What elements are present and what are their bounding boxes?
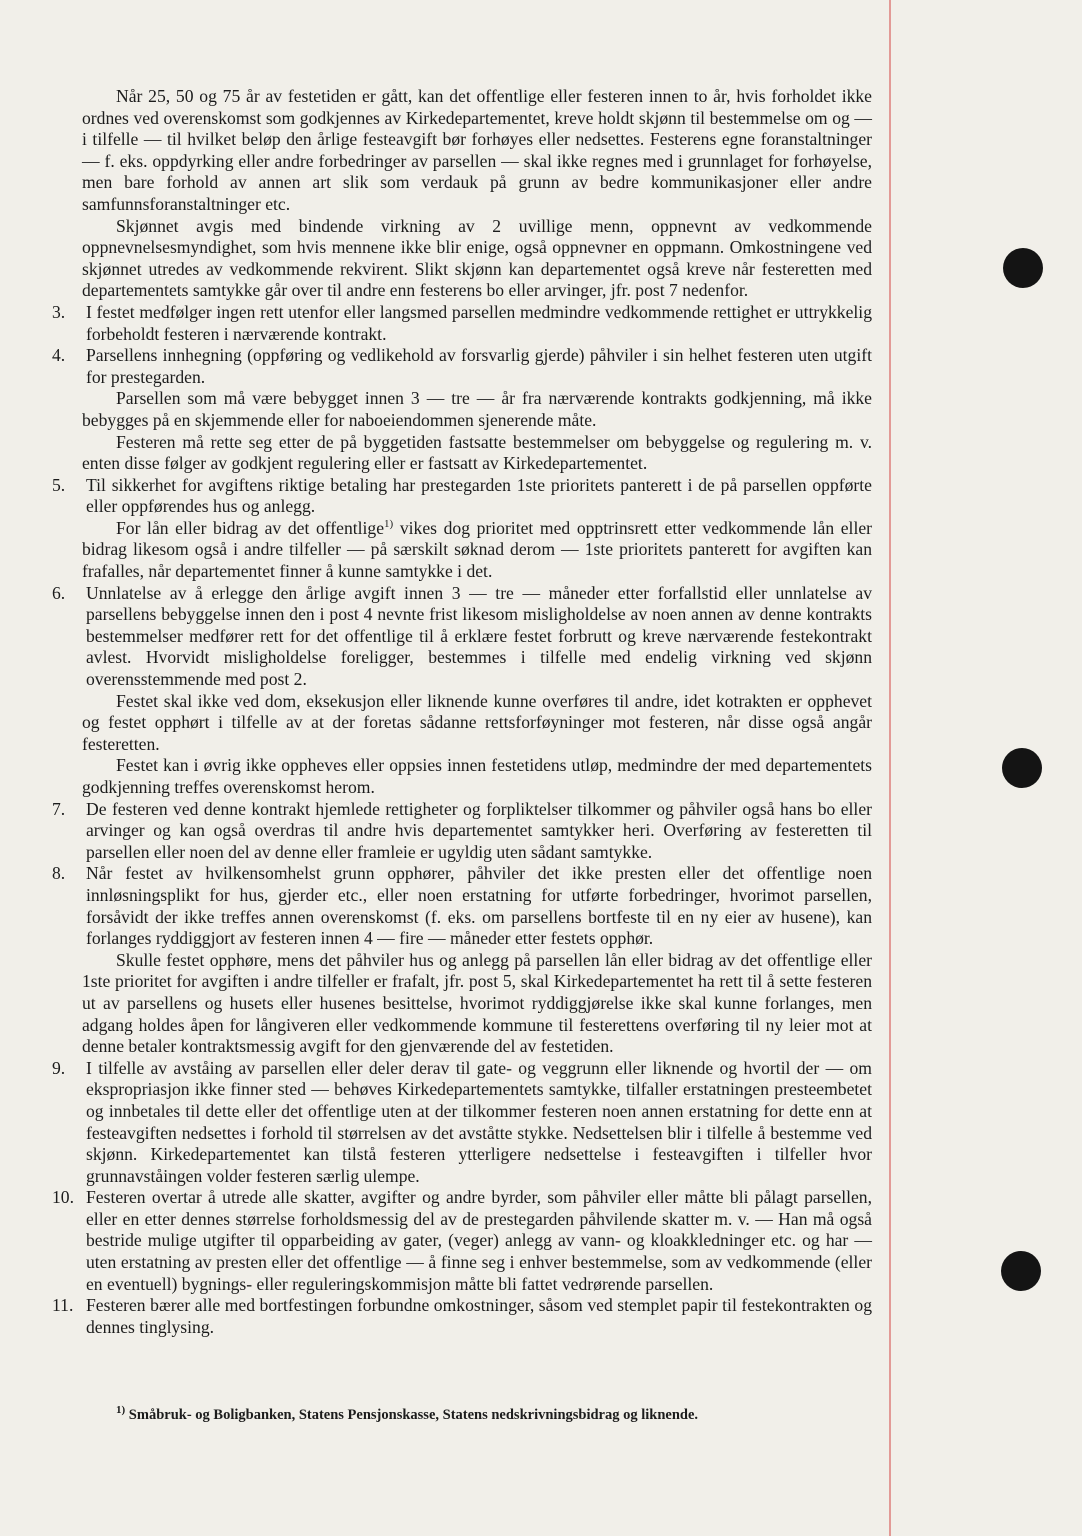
clause-number: 9. [52, 1057, 66, 1078]
binder-hole [1002, 748, 1042, 788]
paragraph-text: For lån eller bidrag av det offentlige [116, 517, 385, 538]
paragraph-text: Festeren må rette seg etter de på byggetiden fastsatte bestemmelser om bebyggelse og regulering m. v. enten disse følger av godkjent regulering eller er fastsatt av Kirkedepartementet. [82, 431, 872, 474]
margin-line [889, 0, 891, 1536]
clause-number: 10. [52, 1187, 74, 1208]
paragraph-text: Skulle festet opphøre, mens det påhviler hus og anlegg på parsellen lån eller bidrag av det offentlige eller 1ste prioritet for avgiften i andre tilfeller er frafalt, jfr. post 5, skal Kirkedepartementet ha rett til å sette festeren ut av parsellens og husets eller husenes besittelse, hvorimot ryddiggjørelse ikke skal kunne forlanges, men adgang holdes åpen for långiveren eller vedkommende kommune til festerettens overføring til ny leier mot at denne betaler kontraktsmessig avgift for den gjenværende del av festetiden. [82, 949, 872, 1057]
footnote [116, 1405, 836, 1425]
paragraph [82, 432, 872, 475]
binder-hole [1003, 248, 1043, 288]
paragraph [82, 518, 872, 583]
paragraph-text: Til sikkerhet for avgiftens riktige betaling har prestegarden 1ste prioritets panterett i de på parsellen oppførte eller oppførendes hus og anlegg. [86, 474, 872, 517]
paragraph-text: Skjønnet avgis med bindende virkning av 2 uvillige menn, oppnevnt av vedkommende oppnevnelsesmyndighet, som hvis mennene ikke blir enige, også oppnevner en oppmann. Omkostningene ved skjønnet utredes av vedkommende rekvirent. Slikt skjønn kan departementet også kreve når festeretten med departementets samtykke går over til andre enn festerens bo eller arvinger, jfr. post 7 nedenfor. [82, 215, 872, 301]
clause-number: 4. [52, 345, 66, 366]
binder-hole [1001, 1251, 1041, 1291]
paragraph-text: Parsellen som må være bebygget innen 3 — tre — år fra nærværende kontrakts godkjenning, må ikke bebygges på en skjemmende eller for naboeiendommen sjenerende måte. [82, 388, 872, 430]
numbered-clause [52, 1187, 872, 1295]
paragraph-text: I tilfelle av avståing av parsellen eller deler derav til gate- og veggrunn eller liknende og hvortil der — om ekspropriasjon ikke finner sted — behøves Kirkedepartementets samtykke, tilfaller erstatningen presteembetet og innbetales til dette eller det offentlige uten at der tilkommer festeren noen annen erstatning for dette enn at festeavgiften nedsettes i forhold til størrelsen av det avståtte stykke. Nedsettelsen blir i tilfelle å bestemme ved skjønn. Kirkedepartementet kan tilstå festeren ytterligere nedsettelse i festeavgiften i tilfeller hvor grunnavståingen volder festeren særlig ulempe. [86, 1057, 872, 1186]
paragraph-text: Festeren bærer alle med bortfestingen forbundne omkostninger, såsom ved stemplet papir til festekontrakten og dennes tinglysing. [86, 1295, 872, 1337]
paragraph [82, 691, 872, 756]
paragraph-text: Festet kan i øvrig ikke oppheves eller oppsies innen festetidens utløp, medmindre der med departementets godkjenning treffes overenskomst herom. [82, 755, 872, 797]
clause-number: 8. [52, 863, 66, 884]
numbered-clause [52, 345, 872, 388]
paragraph-text: Parsellens innhegning (oppføring og vedlikehold av forsvarlig gjerde) påhviler i sin helhet festeren uten utgift for prestegarden. [86, 345, 872, 387]
paragraph [82, 755, 872, 798]
clause-number: 6. [52, 582, 66, 603]
paragraph-text: Unnlatelse av å erlegge den årlige avgift innen 3 — tre — måneder etter forfallstid eller unnlatelse av parsellens bebyggelse innen den i post 4 nevnte frist likesom misligholdelse av noen annen av denne kontrakts bestemmelser medfører rett for det offentlige til å erklære festet forbrutt og kreve nærværende festekontrakt avlest. Hvorvidt misligholdelse foreligger, bestemmes i tilfelle med endelig virkning ved skjønn overensstemmende med post 2. [86, 582, 872, 690]
paragraph [82, 216, 872, 302]
clause-number: 3. [52, 301, 66, 322]
clause-number: 5. [52, 474, 66, 495]
paragraph [82, 86, 872, 216]
clause-number: 7. [52, 798, 66, 819]
numbered-clause [52, 582, 872, 691]
numbered-clause [52, 301, 872, 345]
contract-text [52, 86, 872, 1338]
paragraph-text: Festeren overtar å utrede alle skatter, avgifter og andre byrder, som påhviler eller måtte bli pålagt parsellen, eller en etter dennes størrelse forholdsmessig del av de prestegarden påhvilende skatter m. v. — Han må også bestride mulige utgifter til opparbeiding av gater, (veger) anlegg av vann- og kloakkledninger etc. og har — uten erstatning av presten eller det offentlige — å finne seg i enhver bestemmelse, som av vedkommende (eller en eventuell) bygnings- eller reguleringskommisjon måtte bli fattet vedrørende parsellen. [86, 1187, 872, 1294]
footnote-text: Småbruk- og Boligbanken, Statens Pensjonskasse, Statens nedskrivningsbidrag og liknende. [128, 1407, 699, 1423]
paragraph-text: I festet medfølger ingen rett utenfor eller langsmed parsellen medmindre vedkommende rettighet er uttrykkelig forbeholdt festeren i nærværende kontrakt. [86, 301, 872, 344]
numbered-clause [52, 474, 872, 518]
paragraph-text: Når festet av hvilkensomhelst grunn opphører, påhviler det ikke presten eller det offentlige noen innløsningsplikt for hus, gjerder etc., eller noen erstatning for utførte forbedringer, hvorimot parsellen, forsåvidt der ikke treffes annen overenskomst (f. eks. om parsellens bortfeste til en ny eier av husene), kan forlanges ryddiggjort av festeren innen 4 — fire — måneder etter festets opphør. [86, 863, 872, 949]
paragraph [82, 388, 872, 431]
paragraph-text: Festet skal ikke ved dom, eksekusjon eller liknende kunne overføres til andre, idet kotrakten er opphevet og festet opphørt i tilfelle av at der foretas sådanne rettsforføyninger mot festeren, når disse også angår festeretten. [82, 690, 872, 754]
clause-number: 11. [52, 1295, 74, 1316]
numbered-clause [52, 1057, 872, 1188]
numbered-clause [52, 863, 872, 949]
paragraph-text: vikes dog prioritet med opptrinsrett etter vedkommende lån eller bidrag likesom også i andre tilfeller — på særskilt søknad derom — 1ste prioritets panterett for avgiften kan frafalles, når departementet finner å kunne samtykke i det. [82, 517, 872, 582]
numbered-clause [52, 798, 872, 864]
paragraph [82, 950, 872, 1058]
paragraph-text: De festeren ved denne kontrakt hjemlede rettigheter og forpliktelser tilkommer og påhviler også hans bo eller arvinger og kan også overdras til andre hvis departementet samtykker heri. Overføring av festeretten til parsellen eller noen del av denne eller framleie er ugyldig uten sådant samtykke. [86, 798, 872, 862]
footnote-marker: 1) [116, 1404, 126, 1417]
footnote-reference: 1) [384, 518, 394, 531]
numbered-clause [52, 1295, 872, 1338]
paragraph-text: Når 25, 50 og 75 år av festetiden er gått, kan det offentlige eller festeren innen to år, hvis forholdet ikke ordnes ved overenskomst som godkjennes av Kirkedepartementet, kreve holdt skjønn til bestemmelse om og — i tilfelle — til hvilket beløp den årlige festeavgift bør forhøyes eller nedsettes. Festerens egne foranstaltninger — f. eks. oppdyrking eller andre forbedringer av parsellen — skal ikke regnes med i grunnlaget for forhøyelse, men bare forhold av annen art slik som verdauk på grunn av bedre kommunikasjoner eller andre samfunnsforanstaltninger etc. [82, 86, 872, 214]
